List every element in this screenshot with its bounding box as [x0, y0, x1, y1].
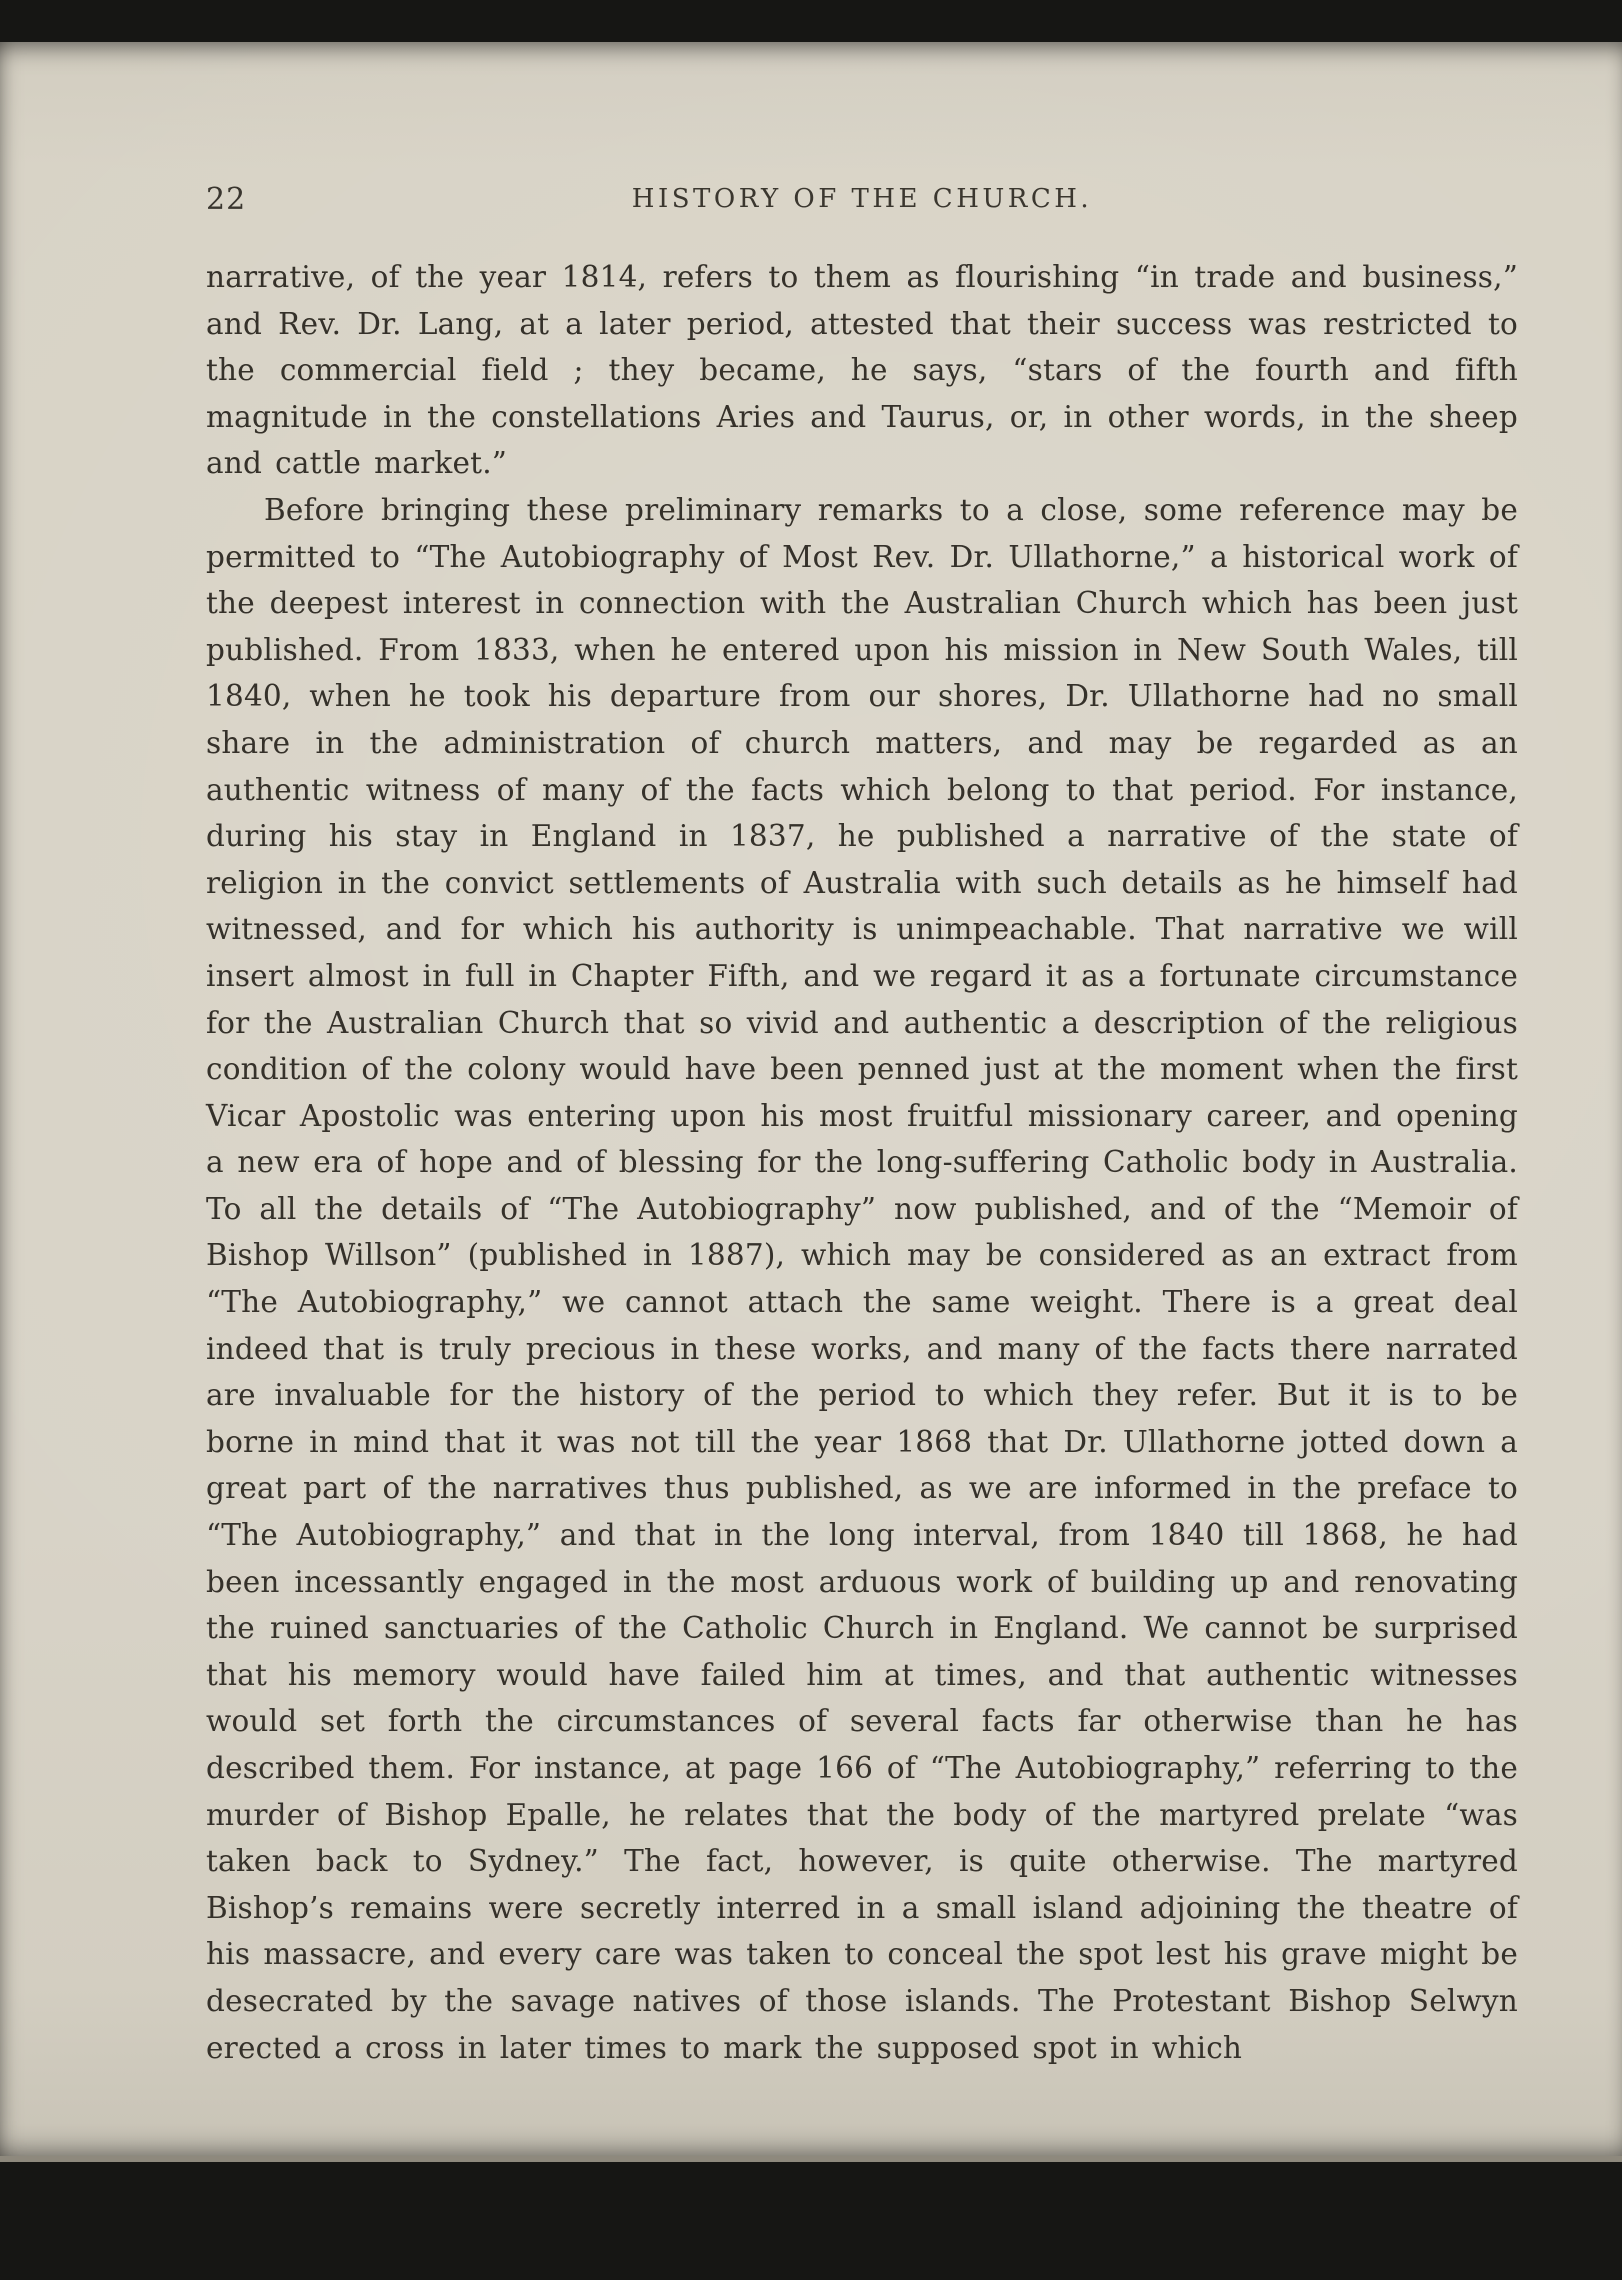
- paragraph: Before bringing these preliminary remarks to a close, some reference may be permitted to “The Autobiography of Most Rev. Dr. Ullathorne,” a historical work of the deepest interest in connection with the Australian Church which has been just published. From 1833, when he entered upon his mission in New South Wales, till 1840, when he took his departure from our shores, Dr. Ullathorne had no small share in the administration of church matters, and may be regarded as an authentic witness of many of the facts which belong to that period. For instance, during his stay in England in 1837, he published a narrative of the state of religion in the convict settlements of Australia with such details as he himself had witnessed, and for which his authority is unimpeachable. That narrative we will insert almost in full in Chapter Fifth, and we regard it as a fortunate circumstance for the Australian Church that so vivid and authentic a description of the religious condition of the colony would have been penned just at the moment when the first Vicar Apostolic was entering upon his most fruitful missionary career, and opening a new era of hope and of blessing for the long-suffering Catholic body in Australia. To all the details of “The Autobiography” now published, and of the “Memoir of Bishop Willson” (published in 1887), which may be considered as an extract from “The Autobiography,” we cannot attach the same weight. There is a great deal indeed that is truly precious in these works, and many of the facts there narrated are invaluable for the history of the period to which they refer. But it is to be borne in mind that it was not till the year 1868 that Dr. Ullathorne jotted down a great part of the narratives thus published, as we are informed in the preface to “The Autobiography,” and that in the long interval, from 1840 till 1868, he had been incessantly engaged in the most arduous work of building up and renovating the ruined sanctuaries of the Catholic Church in England. We cannot be surprised that his memory would have failed him at times, and that authentic witnesses would set forth the circumstances of several facts far otherwise than he has described them. For instance, at page 166 of “The Autobiography,” referring to the murder of Bishop Epalle, he relates that the body of the martyred prelate “was taken back to Sydney.” The fact, however, is quite otherwise. The martyred Bishop’s remains were secretly interred in a small island adjoining the theatre of his massacre, and every care was taken to conceal the spot lest his grave might be desecrated by the savage natives of those islands. The Protestant Bishop Selwyn erected a cross in later times to mark the supposed spot in which: [206, 492, 1518, 2065]
- page-number: 22: [206, 182, 247, 217]
- book-page: [0, 42, 1622, 2162]
- page-body: [206, 254, 1518, 2071]
- page-header: [206, 180, 1518, 222]
- paragraph-continuation: narrative, of the year 1814, refers to them as flourishing “in trade and business,” and Rev. Dr. Lang, at a later period, attested that their success was restricted to the commercial field ; they became, he says, “stars of the fourth and fifth magnitude in the constellations Aries and Taurus, or, in other words, in the sheep and cattle market.”: [206, 260, 1518, 481]
- running-header: HISTORY OF THE CHURCH.: [631, 184, 1093, 214]
